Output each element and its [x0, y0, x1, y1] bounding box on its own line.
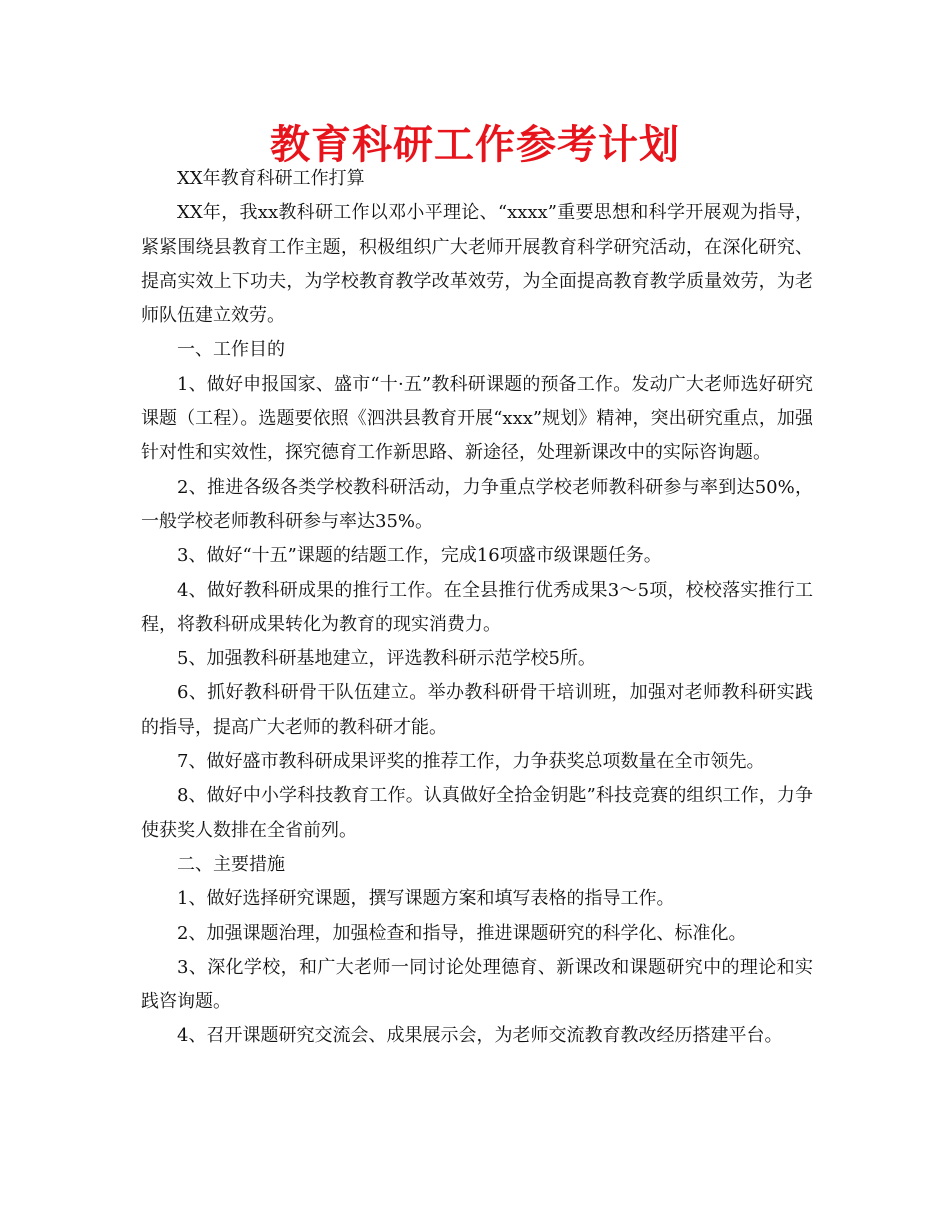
goal-item-6: 6、抓好教科研骨干队伍建立。举办教科研骨干培训班，加强对老师教科研实践的指导，提高广大老师的教科研才能。	[141, 682, 813, 738]
paragraph-intro: XX年，我xx教科研工作以邓小平理论、“xxxx”重要思想和科学开展观为指导，紧紧围绕县教育工作主题，积极组织广大老师开展教育科学研究活动，在深化研究、提高实效上下功夫，为学校教育教学改革效劳，为全面提高教育教学质量效劳，为老师队伍建立效劳。	[141, 202, 813, 327]
goal-item-8: 8、做好中小学科技教育工作。认真做好全拾金钥匙”科技竞赛的组织工作，力争使获奖人数排在全省前列。	[141, 785, 813, 841]
document-title: 教育科研工作参考计划	[270, 121, 680, 168]
goal-item-1: 1、做好申报国家、盛市“十·五”教科研课题的预备工作。发动广大老师选好研究课题（工程）。选题要依照《泗洪县教育开展“xxx”规划》精神，突出研究重点，加强针对性和实效性，探究德育工作新思路、新途径，处理新课改中的实际咨询题。	[141, 373, 813, 464]
goal-item-7: 7、做好盛市教科研成果评奖的推荐工作，力争获奖总项数量在全市领先。	[177, 751, 765, 773]
goal-item-4: 4、做好教科研成果的推行工作。在全县推行优秀成果3～5项，校校落实推行工程，将教科研成果转化为教育的现实消费力。	[141, 579, 813, 635]
goal-item-5: 5、加强教科研基地建立，评选教科研示范学校5所。	[177, 648, 596, 670]
measure-item-1: 1、做好选择研究课题，撰写课题方案和填写表格的指导工作。	[177, 888, 675, 910]
goal-item-3: 3、做好“十五”课题的结题工作，完成16项盛市级课题任务。	[177, 545, 662, 567]
measure-item-3: 3、深化学校，和广大老师一同讨论处理德育、新课改和课题研究中的理论和实践咨询题。	[141, 956, 813, 1013]
measure-item-2: 2、加强课题治理，加强检查和指导，推进课题研究的科学化、标准化。	[177, 922, 747, 944]
paragraph-subtitle: XX年教育科研工作打算	[177, 168, 365, 189]
goal-item-2: 2、推进各级各类学校教科研活动，力争重点学校老师教科研参与率到达50%，一般学校老师教科研参与率达35%。	[141, 476, 813, 532]
section-heading-measures: 二、主要措施	[177, 853, 285, 875]
measure-item-4: 4、召开课题研究交流会、成果展示会，为老师交流教育教改经历搭建平台。	[177, 1025, 783, 1047]
section-heading-goals: 一、工作目的	[177, 339, 285, 361]
document-body	[141, 162, 813, 1054]
